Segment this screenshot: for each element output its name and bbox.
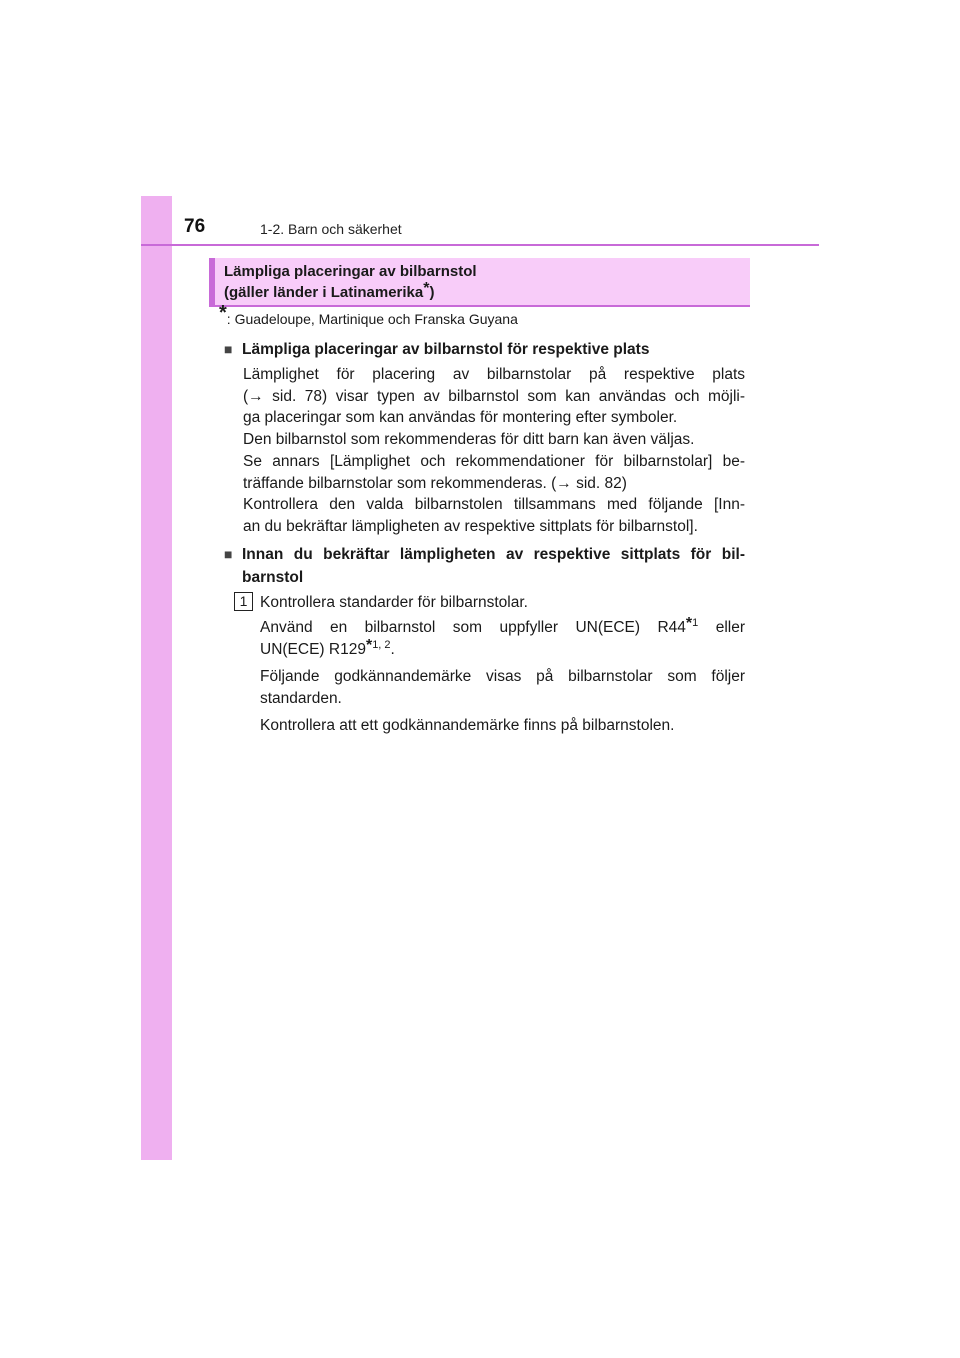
standards-text: Använd en bilbarnstol som uppfyller UN(ECE) R44 bbox=[260, 619, 686, 636]
step-number-box: 1 bbox=[234, 592, 253, 611]
standards-text: eller bbox=[698, 619, 745, 636]
para-line: Kontrollera att ett godkännandemärke finns på bilbarnstolen. bbox=[260, 717, 675, 734]
check-mark-paragraph bbox=[260, 715, 745, 737]
section-title-close: ) bbox=[429, 284, 435, 301]
subheading-text-line2: barnstol bbox=[242, 569, 304, 586]
approval-mark-paragraph bbox=[260, 666, 745, 709]
para-line: standarden. bbox=[260, 689, 342, 707]
footnote-star: * bbox=[423, 280, 430, 297]
footnote-text: : Guadeloupe, Martinique och Franska Guyana bbox=[226, 311, 518, 327]
step-title: Kontrollera standarder för bilbarnstolar. bbox=[260, 594, 528, 611]
footnote-star: * bbox=[365, 636, 373, 654]
footnote-marker: * bbox=[219, 302, 227, 324]
para-line: Se annars [Lämplighet och rekommendationer för bilbarnstolar] be- bbox=[243, 452, 745, 470]
subheading-text: Lämpliga placeringar av bilbarnstol för respektive plats bbox=[242, 341, 650, 358]
square-bullet-icon: ■ bbox=[224, 341, 233, 357]
para-line: Den bilbarnstol som rekommenderas för ditt barn kan även väljas. bbox=[243, 431, 695, 449]
standards-paragraph bbox=[260, 617, 745, 660]
section-title-box bbox=[209, 258, 750, 305]
footnote-ref: 1, 2 bbox=[372, 638, 391, 651]
section-title-text: (gäller länder i Latinamerika bbox=[224, 284, 424, 301]
para-line: an du bekräftar lämpligheten av respektive sittplats för bilbarnstol]. bbox=[243, 517, 698, 535]
header-divider bbox=[141, 244, 819, 246]
para-line: Kontrollera den valda bilbarnstolen tillsammans med följande [Inn- bbox=[243, 496, 745, 514]
footnote bbox=[219, 302, 518, 327]
para-line: träffande bilbarnstolar som rekommenderas. (→ sid. 82) bbox=[243, 474, 627, 492]
subheading-placements bbox=[224, 338, 745, 361]
para-line: (→ sid. 78) visar typen av bilbarnstol som kan användas och möjli- bbox=[243, 387, 745, 405]
para-line: Lämplighet för placering av bilbarnstolar på respektive plats bbox=[243, 366, 745, 383]
para-line bbox=[260, 636, 745, 661]
square-bullet-icon: ■ bbox=[224, 546, 233, 562]
page-number: 76 bbox=[184, 216, 206, 237]
para-line: ga placeringar som kan användas för montering efter symboler. bbox=[243, 409, 678, 427]
section-title-line2 bbox=[224, 282, 750, 303]
section-title-line1: Lämpliga placeringar av bilbarnstol bbox=[224, 263, 477, 280]
para-line: Följande godkännandemärke visas på bilbarnstolar som följer bbox=[260, 668, 745, 685]
breadcrumb: 1-2. Barn och säkerhet bbox=[260, 221, 402, 237]
page-side-tab bbox=[141, 196, 172, 1160]
footnote-ref: 1 bbox=[692, 617, 699, 629]
standards-text: UN(ECE) R129 bbox=[260, 640, 366, 658]
standards-text: . bbox=[390, 640, 395, 658]
footnote-star: * bbox=[685, 615, 693, 632]
para-line bbox=[260, 617, 745, 639]
subheading-text-line1: Innan du bekräftar lämpligheten av respektive sittplats för bil- bbox=[242, 546, 745, 563]
section-title-underline bbox=[209, 305, 750, 307]
placement-paragraph bbox=[243, 364, 745, 538]
subheading-before-confirm bbox=[224, 543, 745, 589]
